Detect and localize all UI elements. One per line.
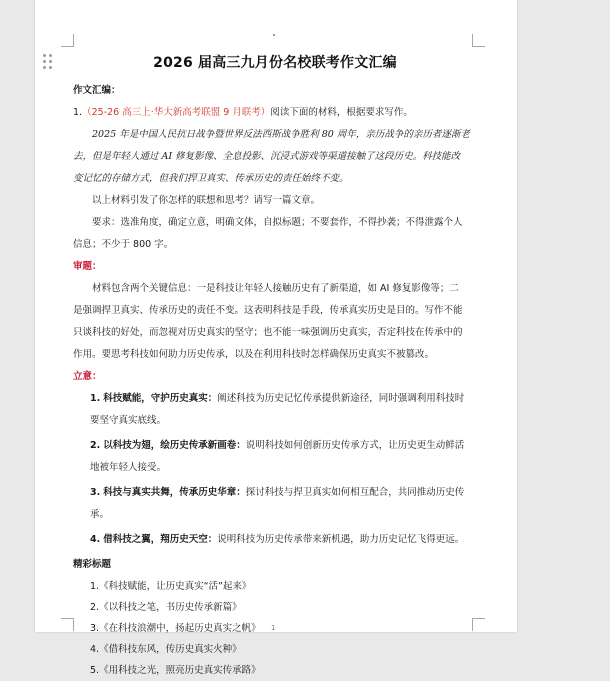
idea-title: 科技赋能，守护历史真实：: [103, 393, 218, 404]
idea-text: 阐述科技为历史记忆传承提供新途径，同时强调利用科技时: [217, 393, 465, 404]
writing-prompt: 以上材料引发了你怎样的联想和思考？请写一篇文章。: [92, 195, 321, 206]
idea-title: 以科技为翅，绘历史传承新画卷：: [103, 440, 246, 451]
crop-mark-top-left: [61, 34, 74, 47]
material-line: 变记忆的存储方式，但我们捍卫真实、传承历史的责任始终不变。: [73, 173, 349, 184]
idea-number: 3.: [90, 487, 101, 498]
idea-number: 2.: [90, 440, 101, 451]
idea-item: [73, 435, 477, 479]
idea-number: 4.: [90, 534, 101, 545]
requirement-line: 要求：选准角度，确定立意，明确文体，自拟标题；不要套作，不得抄袭；不得泄露个人: [92, 217, 463, 228]
idea-title: 科技与真实共舞，传承历史华章：: [103, 487, 246, 498]
idea-text: 要坚守真实底线。: [90, 415, 167, 426]
idea-title: 借科技之翼，翔历史天空：: [103, 534, 218, 545]
title-item: 5.《用科技之光，照亮历史真实传承路》: [90, 665, 261, 676]
idea-item: [73, 388, 477, 432]
idea-text: 说明科技为历史传承带来新机遇，助力历史记忆飞得更远。: [217, 534, 465, 545]
requirement-line: 信息；不少于 800 字。: [73, 239, 174, 250]
idea-item: [73, 482, 477, 526]
material-line: 2025 年是中国人民抗日战争暨世界反法西斯战争胜利 80 周年，亲历战争的亲历者逐渐老: [92, 129, 470, 140]
question-instruction: 阅读下面的材料，根据要求写作。: [270, 107, 413, 118]
drag-handle-icon[interactable]: [43, 54, 53, 70]
idea-item: [73, 529, 477, 551]
material-line: 去，但是年轻人通过 AI 修复影像、全息投影、沉浸式游戏等渠道接触了这段历史。科技能改: [73, 151, 461, 162]
ideas-heading: 立意：: [73, 371, 102, 382]
page-number: 1: [271, 624, 276, 632]
document-body[interactable]: [73, 52, 477, 681]
document-page: [35, 0, 517, 676]
document-title: 2026 届高三九月份名校联考作文汇编: [153, 55, 397, 71]
crop-mark-top-right: [472, 34, 485, 47]
question-number: 1.: [73, 107, 83, 118]
analysis-line: 是强调捍卫真实、传承历史的责任不变。这表明科技是手段，传承真实历史是目的。写作不能: [73, 305, 463, 316]
analysis-heading: 审题：: [73, 261, 102, 272]
title-item: 3.《在科技浪潮中，扬起历史真实之帆》: [90, 623, 261, 634]
question-line: [73, 102, 477, 124]
title-item: 1.《科技赋能，让历史真实“活”起来》: [90, 581, 252, 592]
analysis-line: 只谈科技的好处，而忽视对历史真实的坚守；也不能一味强调历史真实，否定科技在传承中的: [73, 327, 463, 338]
titles-heading: 精彩标题: [73, 559, 112, 570]
analysis-line: 作用。要思考科技如何助力历史传承，以及在利用科技时怎样确保历史真实不被篡改。: [73, 349, 435, 360]
idea-text: 承。: [90, 509, 110, 520]
header-marker: [273, 34, 275, 36]
question-source: （25-26 高三上·华大新高考联盟 9 月联考）: [82, 107, 271, 118]
section-label: 作文汇编：: [73, 85, 121, 96]
idea-text: 地被年轻人接受。: [90, 462, 167, 473]
title-item: 2.《以科技之笔，书历史传承新篇》: [90, 602, 242, 613]
idea-number: 1.: [90, 393, 101, 404]
idea-text: 探讨科技与捍卫真实如何相互配合，共同推动历史传: [245, 487, 465, 498]
analysis-line: 材料包含两个关键信息：一是科技让年轻人接触历史有了新渠道，如 AI 修复影像等；二: [92, 283, 459, 294]
idea-text: 说明科技如何创新历史传承方式，让历史更生动鲜活: [245, 440, 465, 451]
title-item: 4.《借科技东风，传历史真实火种》: [90, 644, 242, 655]
